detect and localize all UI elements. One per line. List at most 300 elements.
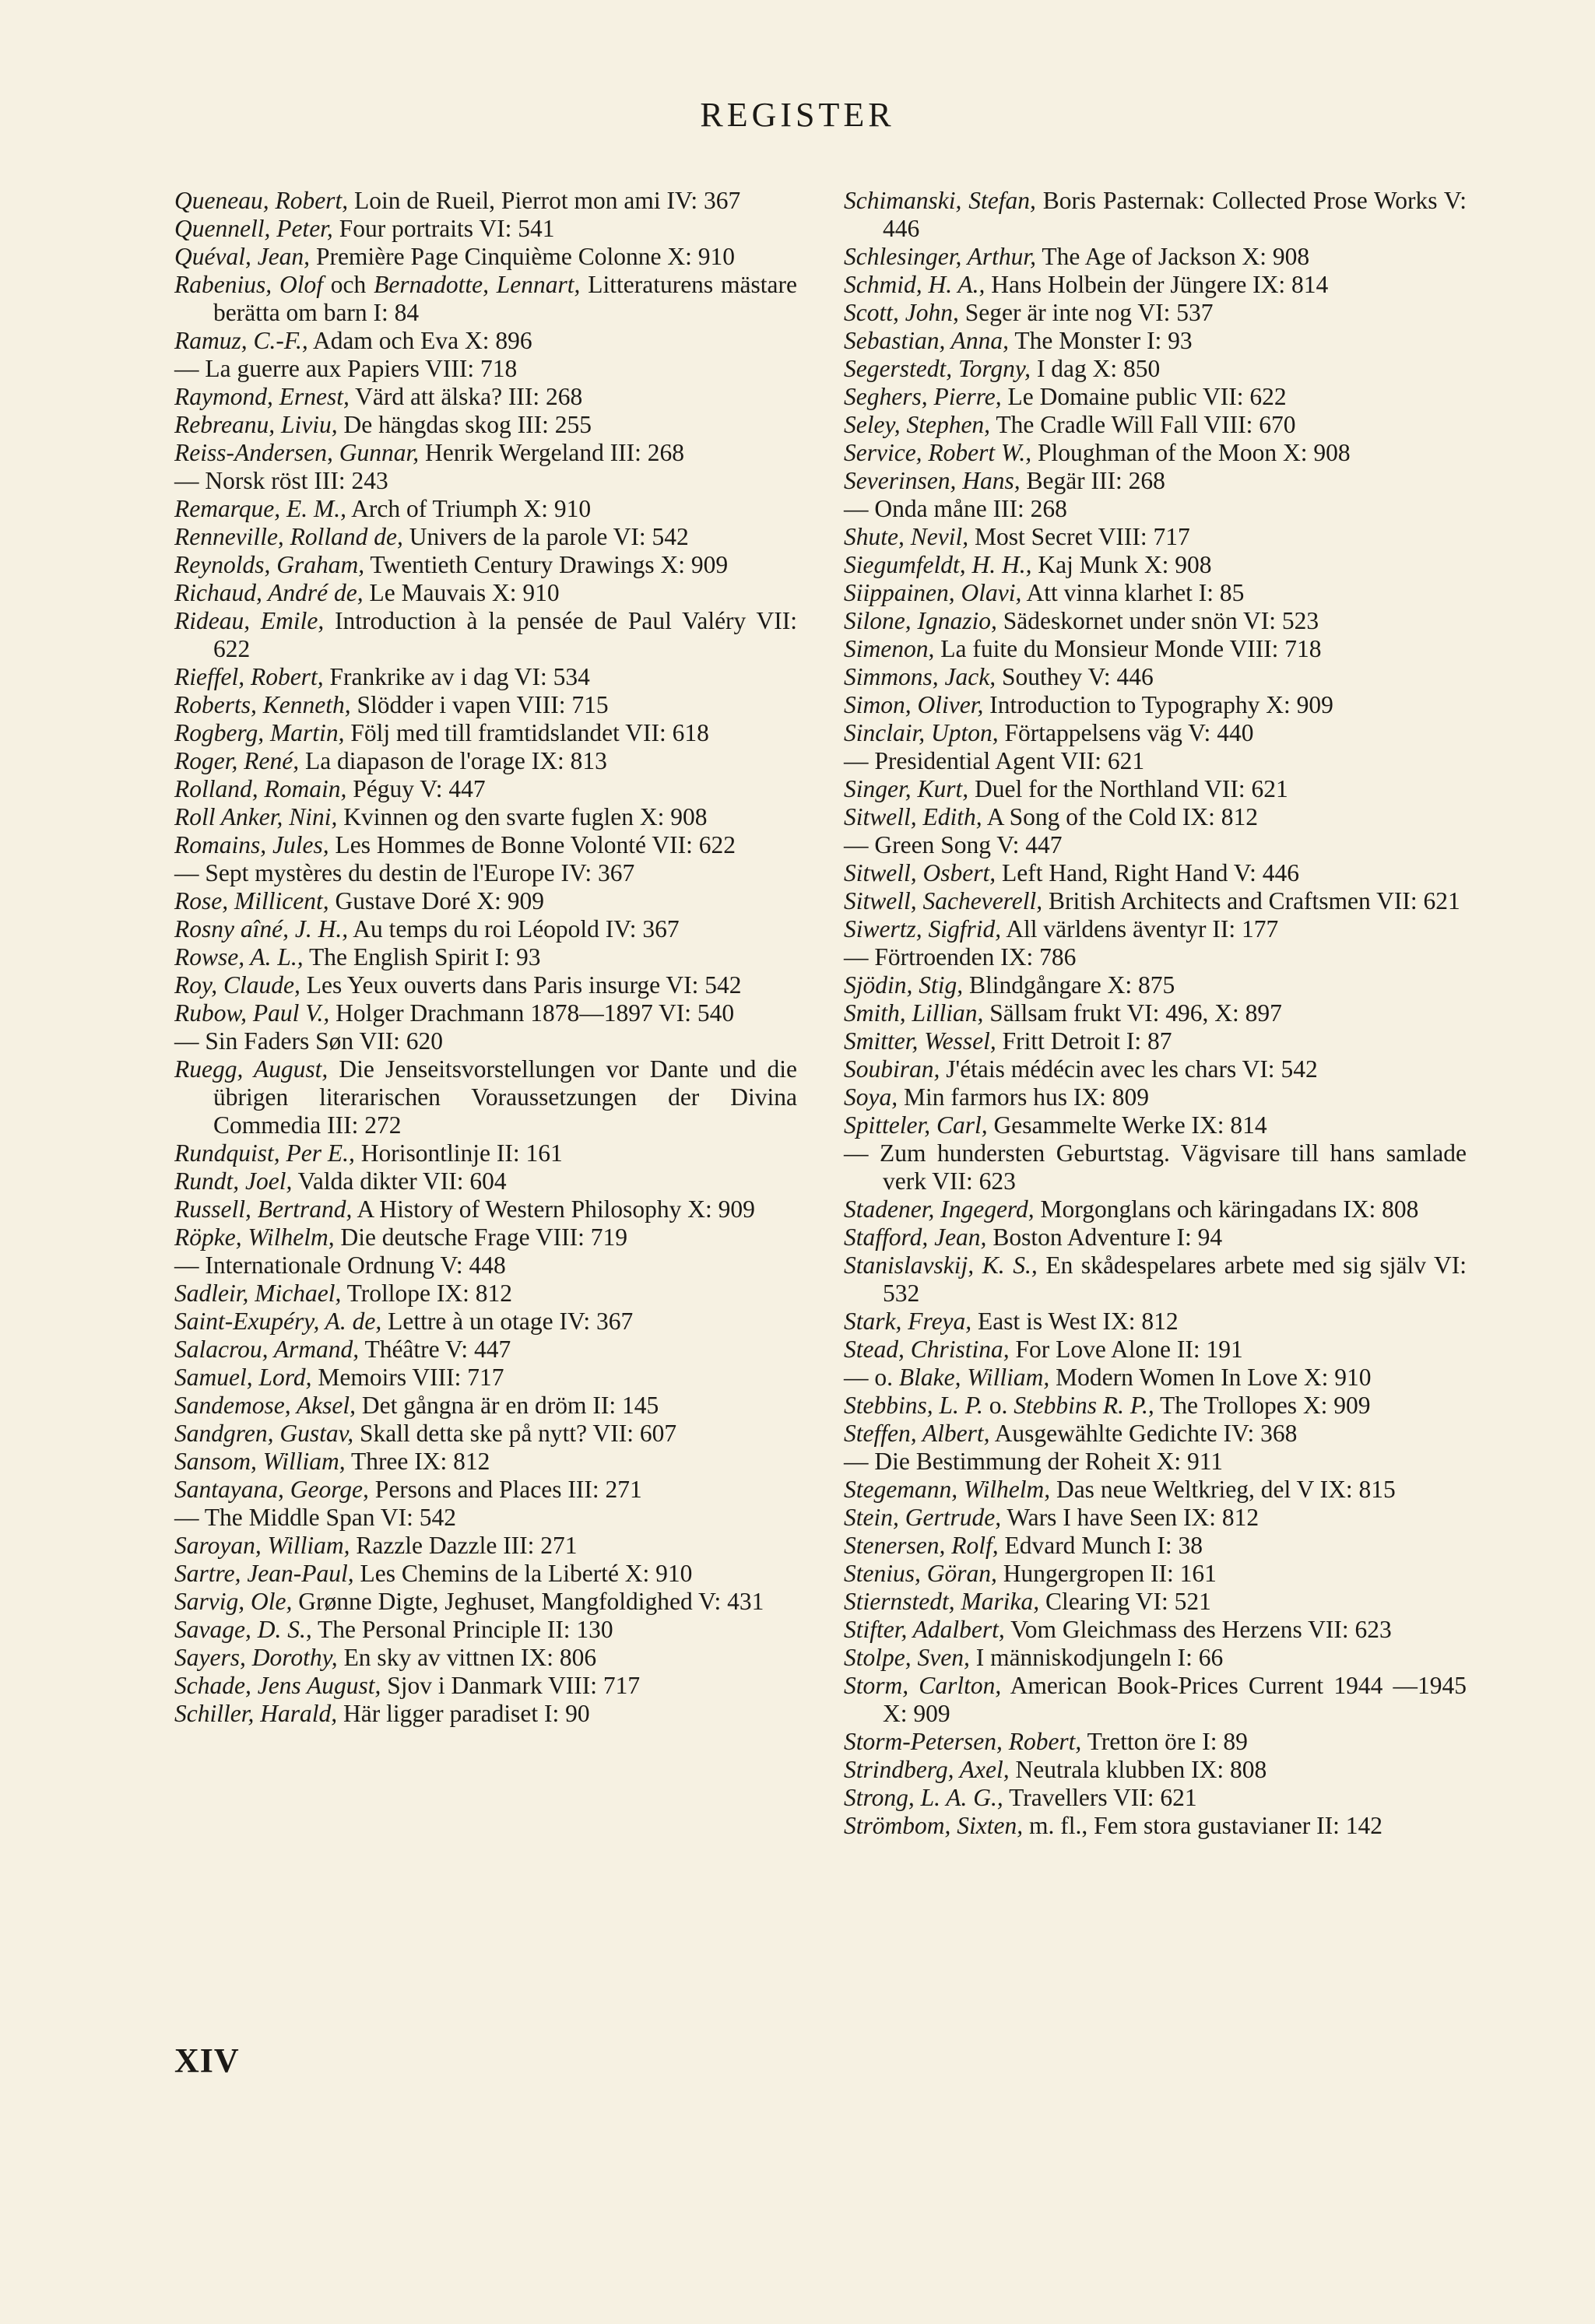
- index-entry: [844, 495, 1467, 523]
- index-entry: [844, 1336, 1467, 1364]
- entry-title: Memoirs VIII: 717: [311, 1364, 504, 1391]
- entry-author: Remarque, E. M.,: [174, 495, 347, 522]
- index-entry: [844, 1195, 1467, 1223]
- index-entry: [844, 1672, 1467, 1728]
- entry-author: Storm-Petersen, Robert,: [844, 1728, 1082, 1755]
- entry-author: Stadener, Ingegerd,: [844, 1195, 1035, 1223]
- entry-author: Sinclair, Upton,: [844, 719, 999, 746]
- index-entry: [174, 355, 797, 383]
- entry-author: Shute, Nevil,: [844, 523, 969, 550]
- entry-author: Quennell, Peter,: [174, 215, 333, 242]
- entry-title: Introduction to Typography X: 909: [983, 691, 1333, 718]
- index-entry: [844, 1756, 1467, 1784]
- entry-title: Seger är inte nog VI: 537: [958, 299, 1214, 326]
- entry-title: Arch of Triumph X: 910: [346, 495, 592, 522]
- page-title: REGISTER: [700, 96, 895, 134]
- entry-title: Hungergropen II: 161: [996, 1560, 1217, 1587]
- entry-title: — The Middle Span VI: 542: [174, 1504, 456, 1531]
- index-entry: [844, 383, 1467, 411]
- index-entry: [174, 1532, 797, 1560]
- entry-title: La diapason de l'orage IX: 813: [299, 747, 607, 774]
- entry-title: Boris Pasternak: Collected Prose Works V: 446: [883, 187, 1467, 242]
- entry-title: The Trollopes X: 909: [1154, 1392, 1371, 1419]
- entry-author: Rolland, Romain,: [174, 775, 347, 802]
- index-entry: [844, 1392, 1467, 1420]
- entry-title: The Personal Principle II: 130: [311, 1616, 613, 1643]
- entry-title: Här ligger paradiset I: 90: [337, 1700, 590, 1727]
- entry-author: Rebreanu, Liviu,: [174, 411, 338, 438]
- entry-title: American Book-Prices Current 1944 —1945 X: 909: [883, 1672, 1467, 1727]
- entry-title: Kaj Munk X: 908: [1031, 551, 1212, 578]
- entry-author: Sitwell, Osbert,: [844, 859, 996, 886]
- entry-title: — Green Song V: 447: [844, 831, 1063, 858]
- index-entry: [844, 943, 1467, 971]
- entry-title: — Internationale Ordnung V: 448: [174, 1252, 506, 1279]
- index-entry: [174, 1700, 797, 1728]
- entry-title: The Cradle Will Fall VIII: 670: [990, 411, 1296, 438]
- entry-author: Scott, John,: [844, 299, 959, 326]
- index-entry: [844, 1504, 1467, 1532]
- entry-title: Le Domaine public VII: 622: [1001, 383, 1287, 410]
- index-entry: [844, 859, 1467, 887]
- entry-title: Min farmors hus IX: 809: [898, 1083, 1149, 1111]
- entry-title: — Sept mystères du destin de l'Europe IV: 367: [174, 859, 635, 886]
- entry-title: Kvinnen og den svarte fuglen X: 908: [337, 803, 708, 830]
- entry-title: En sky av vittnen IX: 806: [337, 1644, 597, 1671]
- index-entry: [844, 1588, 1467, 1616]
- entry-author: Sandgren, Gustav,: [174, 1420, 354, 1447]
- entry-title: Travellers VII: 621: [1003, 1784, 1197, 1811]
- entry-title: Twentieth Century Drawings X: 909: [364, 551, 729, 578]
- entry-title: All världens äventyr II: 177: [1001, 915, 1279, 943]
- index-entry: [844, 523, 1467, 551]
- index-entry: [174, 187, 797, 215]
- entry-author: Rubow, Paul V.,: [174, 999, 330, 1027]
- index-entry: [844, 803, 1467, 831]
- index-entry: [174, 775, 797, 803]
- index-entry: [844, 1252, 1467, 1308]
- index-entry: [174, 243, 797, 271]
- entry-author: Sitwell, Sacheverell,: [844, 887, 1043, 915]
- index-entry: [844, 327, 1467, 355]
- entry-author: Schmid, H. A.,: [844, 271, 985, 298]
- index-entry: [844, 1223, 1467, 1252]
- entry-author: Rogberg, Martin,: [174, 719, 345, 746]
- index-entry: [844, 187, 1467, 243]
- entry-author: Roll Anker, Nini,: [174, 803, 338, 830]
- entry-title: Boston Adventure I: 94: [986, 1223, 1223, 1251]
- entry-title: Henrik Wergeland III: 268: [419, 439, 685, 466]
- entry-title: Razzle Dazzle III: 271: [350, 1532, 578, 1559]
- entry-author: Sjödin, Stig,: [844, 971, 964, 999]
- entry-author: Soubiran,: [844, 1055, 940, 1083]
- entry-author: Storm, Carlton,: [844, 1672, 1002, 1699]
- entry-title: Wars I have Seen IX: 812: [1001, 1504, 1259, 1531]
- index-entry: [844, 1055, 1467, 1083]
- index-entry: [174, 1364, 797, 1392]
- index-entry: [174, 607, 797, 663]
- entry-author: Rowse, A. L.,: [174, 943, 304, 971]
- index-entry: [844, 775, 1467, 803]
- entry-title: Valda dikter VII: 604: [292, 1167, 507, 1195]
- entry-author: Santayana, George,: [174, 1476, 369, 1503]
- entry-author: Stolpe, Sven,: [844, 1644, 970, 1671]
- entry-title: Blindgångare X: 875: [963, 971, 1175, 999]
- index-entry: [174, 1167, 797, 1195]
- entry-author: Seley, Stephen,: [844, 411, 991, 438]
- entry-title: Les Chemins de la Liberté X: 910: [353, 1560, 693, 1587]
- entry-author: Spitteler, Carl,: [844, 1111, 988, 1139]
- entry-author: Service, Robert W.,: [844, 439, 1032, 466]
- index-entry: [174, 1588, 797, 1616]
- entry-author: Strindberg, Axel,: [844, 1756, 1010, 1783]
- entry-title: Trollope IX: 812: [341, 1280, 512, 1307]
- entry-title: A History of Western Philosophy X: 909: [352, 1195, 755, 1223]
- index-column-right: [844, 187, 1467, 1840]
- entry-title: Tretton öre I: 89: [1081, 1728, 1248, 1755]
- entry-title: Horisontlinje II: 161: [354, 1139, 563, 1167]
- entry-author: Stegemann, Wilhelm,: [844, 1476, 1051, 1503]
- index-entry: [844, 243, 1467, 271]
- entry-author: Simenon,: [844, 635, 935, 662]
- entry-author: Renneville, Rolland de,: [174, 523, 403, 550]
- index-entry: [174, 523, 797, 551]
- entry-author: Sitwell, Edith,: [844, 803, 982, 830]
- entry-title: Sällsam frukt VI: 496, X: 897: [983, 999, 1282, 1027]
- entry-author: Richaud, André de,: [174, 579, 364, 606]
- entry-author: Rundt, Joel,: [174, 1167, 293, 1195]
- entry-title: — Zum hundersten Geburtstag. Vägvisare till hans samlade verk VII: 623: [844, 1139, 1467, 1195]
- entry-title: Att vinna klarhet I: 85: [1021, 579, 1245, 606]
- entry-title: Litteraturens mästare berätta om barn I: 84: [213, 271, 797, 326]
- entry-title: Die Jenseitsvorstellungen vor Dante und die übrigen literarischen Voraussetzungen der Divina Commedia III: 272: [213, 1055, 798, 1139]
- entry-title: I människodjungeln I: 66: [969, 1644, 1224, 1671]
- entry-title: The Age of Jackson X: 908: [1036, 243, 1310, 270]
- entry-author: Ramuz, C.-F.,: [174, 327, 308, 354]
- entry-author: Siippainen, Olavi,: [844, 579, 1022, 606]
- index-entry: [174, 1055, 797, 1139]
- index-entry: [174, 1252, 797, 1280]
- index-entry: [844, 439, 1467, 467]
- entry-title: Ausgewählte Gedichte IV: 368: [989, 1420, 1298, 1447]
- entry-author: Rideau, Emile,: [174, 607, 325, 634]
- entry-title: Four portraits VI: 541: [332, 215, 555, 242]
- index-entry: [844, 1111, 1467, 1139]
- entry-author: Reiss-Andersen, Gunnar,: [174, 439, 420, 466]
- entry-title: Le Mauvais X: 910: [363, 579, 560, 606]
- entry-author: Strömbom, Sixten,: [844, 1812, 1024, 1839]
- entry-title: The English Spirit I: 93: [303, 943, 541, 971]
- index-entry: [844, 299, 1467, 327]
- entry-author: Simon, Oliver,: [844, 691, 984, 718]
- entry-author: Saroyan, William,: [174, 1532, 350, 1559]
- index-entry: [844, 1728, 1467, 1756]
- entry-title: Most Secret VIII: 717: [968, 523, 1190, 550]
- entry-author: Stebbins, L. P.: [844, 1392, 983, 1419]
- entry-title: Au temps du roi Léopold IV: 367: [348, 915, 680, 943]
- index-entry: [174, 1448, 797, 1476]
- index-entry: [174, 719, 797, 747]
- index-entry: [174, 467, 797, 495]
- entry-author: Schiller, Harald,: [174, 1700, 338, 1727]
- index-entry: [174, 1504, 797, 1532]
- index-entry: [174, 327, 797, 355]
- entry-title: — Sin Faders Søn VII: 620: [174, 1027, 444, 1055]
- entry-title: British Architects and Craftsmen VII: 621: [1042, 887, 1460, 915]
- entry-author: Sayers, Dorothy,: [174, 1644, 338, 1671]
- entry-title: Morgonglans och käringadans IX: 808: [1034, 1195, 1419, 1223]
- entry-title: Persons and Places III: 271: [368, 1476, 642, 1503]
- entry-author: Reynolds, Graham,: [174, 551, 365, 578]
- index-entry: [844, 887, 1467, 915]
- entry-author: Sartre, Jean-Paul,: [174, 1560, 354, 1587]
- entry-title: Holger Drachmann 1878—1897 VI: 540: [329, 999, 735, 1027]
- entry-title: Gesammelte Werke IX: 814: [987, 1111, 1267, 1139]
- entry-title: Skall detta ske på nytt? VII: 607: [353, 1420, 677, 1447]
- entry-author: Savage, D. S.,: [174, 1616, 312, 1643]
- entry-author: Stark, Freya,: [844, 1308, 972, 1335]
- entry-title: Sjov i Danmark VIII: 717: [381, 1672, 641, 1699]
- entry-title: Hans Holbein der Jüngere IX: 814: [985, 271, 1329, 298]
- index-entry: [844, 411, 1467, 439]
- entry-author: Smith, Lillian,: [844, 999, 984, 1027]
- index-entry: [174, 495, 797, 523]
- entry-author: Sandemose, Aksel,: [174, 1392, 356, 1419]
- entry-author: Stifter, Adalbert,: [844, 1616, 1005, 1643]
- entry-title: Neutrala klubben IX: 808: [1009, 1756, 1267, 1783]
- entry-author: Schlesinger, Arthur,: [844, 243, 1037, 270]
- entry-title: och: [322, 271, 374, 298]
- entry-author: Samuel, Lord,: [174, 1364, 312, 1391]
- index-entry: [844, 1784, 1467, 1812]
- entry-title: The Monster I: 93: [1009, 327, 1193, 354]
- entry-author: Roberts, Kenneth,: [174, 691, 351, 718]
- index-entry: [174, 663, 797, 691]
- index-entry: [844, 1812, 1467, 1840]
- entry-title: East is West IX: 812: [971, 1308, 1179, 1335]
- entry-author: Strong, L. A. G.,: [844, 1784, 1003, 1811]
- index-entry: [174, 271, 797, 327]
- entry-title: Det gångna är en dröm II: 145: [356, 1392, 659, 1419]
- entry-title: Förtappelsens väg V: 440: [998, 719, 1254, 746]
- index-entry: [174, 803, 797, 831]
- entry-author: Stebbins R. P.,: [1014, 1392, 1154, 1419]
- entry-title: Ploughman of the Moon X: 908: [1031, 439, 1351, 466]
- index-entry: [174, 579, 797, 607]
- index-entry: [174, 943, 797, 971]
- entry-author: Bernadotte, Lennart,: [374, 271, 581, 298]
- entry-title: Les Yeux ouverts dans Paris insurge VI: 542: [300, 971, 742, 999]
- index-entry: [844, 579, 1467, 607]
- index-entry: [844, 1560, 1467, 1588]
- entry-author: Romains, Jules,: [174, 831, 329, 858]
- entry-title: Southey V: 446: [996, 663, 1154, 690]
- entry-title: — Onda måne III: 268: [844, 495, 1067, 522]
- page-number: XIV: [174, 2041, 240, 2080]
- entry-title: Vom Gleichmass des Herzens VII: 623: [1004, 1616, 1392, 1643]
- entry-author: Silone, Ignazio,: [844, 607, 997, 634]
- entry-author: Raymond, Ernest,: [174, 383, 350, 410]
- entry-author: Seghers, Pierre,: [844, 383, 1002, 410]
- index-entry: [174, 915, 797, 943]
- index-entry: [174, 439, 797, 467]
- entry-title: — Presidential Agent VII: 621: [844, 747, 1145, 774]
- entry-title: Fritt Detroit I: 87: [996, 1027, 1172, 1055]
- index-entry: [844, 663, 1467, 691]
- index-entry: [174, 747, 797, 775]
- entry-author: Ruegg, August,: [174, 1055, 328, 1083]
- entry-author: Stanislavskij, K. S.,: [844, 1252, 1038, 1279]
- index-entry: [844, 1027, 1467, 1055]
- index-entry: [844, 355, 1467, 383]
- entry-author: Schade, Jens August,: [174, 1672, 381, 1699]
- entry-title: Première Page Cinquième Colonne X: 910: [310, 243, 735, 270]
- index-entry: [844, 1448, 1467, 1476]
- index-entry: [844, 1364, 1467, 1392]
- entry-author: Stein, Gertrude,: [844, 1504, 1002, 1531]
- entry-title: m. fl., Fem stora gustavianer II: 142: [1023, 1812, 1383, 1839]
- index-entry: [844, 551, 1467, 579]
- index-entry: [844, 971, 1467, 999]
- index-entry: [844, 831, 1467, 859]
- entry-title: — Norsk röst III: 243: [174, 467, 388, 494]
- index-entry: [844, 607, 1467, 635]
- index-entry: [174, 411, 797, 439]
- index-entry: [174, 887, 797, 915]
- entry-author: Rosny aîné, J. H.,: [174, 915, 349, 943]
- index-entry: [174, 691, 797, 719]
- entry-author: Blake, William,: [898, 1364, 1050, 1391]
- index-entry: [844, 915, 1467, 943]
- entry-title: Péguy V: 447: [346, 775, 486, 802]
- entry-author: Rundquist, Per E.,: [174, 1139, 355, 1167]
- index-entry: [174, 1223, 797, 1252]
- entry-author: Severinsen, Hans,: [844, 467, 1021, 494]
- index-entry: [174, 383, 797, 411]
- index-entry: [844, 1476, 1467, 1504]
- index-entry: [844, 271, 1467, 299]
- index-entry: [174, 1420, 797, 1448]
- entry-title: Sädeskornet under snön VI: 523: [996, 607, 1319, 634]
- index-entry: [844, 1083, 1467, 1111]
- entry-title: For Love Alone II: 191: [1009, 1336, 1243, 1363]
- entry-author: Queneau, Robert,: [174, 187, 349, 214]
- entry-title: Gustave Doré X: 909: [328, 887, 545, 915]
- entry-author: Simmons, Jack,: [844, 663, 996, 690]
- entry-author: Rose, Millicent,: [174, 887, 329, 915]
- entry-author: Stenius, Göran,: [844, 1560, 997, 1587]
- entry-title: Les Hommes de Bonne Volonté VII: 622: [328, 831, 736, 858]
- entry-title: De hängdas skog III: 255: [337, 411, 592, 438]
- index-entry: [174, 1560, 797, 1588]
- entry-author: Rabenius, Olof: [174, 271, 323, 298]
- entry-author: Stiernstedt, Marika,: [844, 1588, 1040, 1615]
- entry-title: A Song of the Cold IX: 812: [982, 803, 1259, 830]
- index-entry: [844, 999, 1467, 1027]
- index-entry: [174, 1392, 797, 1420]
- index-entry: [174, 215, 797, 243]
- index-entry: [174, 999, 797, 1027]
- entry-title: — Die Bestimmung der Roheit X: 911: [844, 1448, 1224, 1475]
- entry-author: Sansom, William,: [174, 1448, 346, 1475]
- entry-author: Segerstedt, Torgny,: [844, 355, 1031, 382]
- index-entry: [174, 1139, 797, 1167]
- entry-title: En skådespelares arbete med sig själv VI: 532: [883, 1252, 1467, 1307]
- entry-author: Röpke, Wilhelm,: [174, 1223, 335, 1251]
- entry-author: Stead, Christina,: [844, 1336, 1010, 1363]
- index-entry: [174, 1476, 797, 1504]
- entry-title: Introduction à la pensée de Paul Valéry VII: 622: [213, 607, 798, 662]
- entry-title: Das neue Weltkrieg, del V IX: 815: [1050, 1476, 1396, 1503]
- index-entry: [844, 1420, 1467, 1448]
- entry-title: Théâtre V: 447: [359, 1336, 511, 1363]
- index-column-left: [174, 187, 797, 1728]
- entry-author: Steffen, Albert,: [844, 1420, 990, 1447]
- entry-title: Begär III: 268: [1020, 467, 1165, 494]
- entry-author: Rieffel, Robert,: [174, 663, 324, 690]
- entry-title: — Förtroenden IX: 786: [844, 943, 1077, 971]
- index-entry: [174, 859, 797, 887]
- entry-title: — La guerre aux Papiers VIII: 718: [174, 355, 518, 382]
- index-entry: [844, 467, 1467, 495]
- entry-title: La fuite du Monsieur Monde VIII: 718: [934, 635, 1322, 662]
- index-entry: [174, 1672, 797, 1700]
- index-entry: [844, 1139, 1467, 1195]
- entry-title: Three IX: 812: [345, 1448, 490, 1475]
- entry-title: Adam och Eva X: 896: [307, 327, 532, 354]
- index-entry: [844, 1532, 1467, 1560]
- index-entry: [844, 691, 1467, 719]
- entry-title: I dag X: 850: [1031, 355, 1161, 382]
- entry-author: Singer, Kurt,: [844, 775, 969, 802]
- entry-title: Frankrike av i dag VI: 534: [323, 663, 590, 690]
- entry-title: Univers de la parole VI: 542: [402, 523, 689, 550]
- entry-author: Sebastian, Anna,: [844, 327, 1010, 354]
- index-entry: [174, 551, 797, 579]
- index-entry: [844, 635, 1467, 663]
- entry-author: Saint-Exupéry, A. de,: [174, 1308, 382, 1335]
- entry-author: Schimanski, Stefan,: [844, 187, 1036, 214]
- index-entry: [174, 1616, 797, 1644]
- entry-title: Edvard Munch I: 38: [998, 1532, 1203, 1559]
- entry-title: o.: [982, 1392, 1014, 1419]
- entry-title: Duel for the Northland VII: 621: [968, 775, 1288, 802]
- index-entry: [844, 1308, 1467, 1336]
- entry-author: Russell, Bertrand,: [174, 1195, 353, 1223]
- entry-title: Die deutsche Frage VIII: 719: [334, 1223, 628, 1251]
- entry-author: Stafford, Jean,: [844, 1223, 987, 1251]
- entry-title: Lettre à un otage IV: 367: [381, 1308, 634, 1335]
- index-entry: [174, 831, 797, 859]
- entry-title: Följ med till framtidslandet VII: 618: [344, 719, 709, 746]
- entry-author: Roger, René,: [174, 747, 300, 774]
- entry-title: — o.: [844, 1364, 899, 1391]
- index-entry: [174, 1027, 797, 1055]
- index-entry: [844, 1616, 1467, 1644]
- entry-title: J'étais médécin avec les chars VI: 542: [940, 1055, 1318, 1083]
- entry-author: Salacrou, Armand,: [174, 1336, 360, 1363]
- entry-title: Slödder i vapen VIII: 715: [350, 691, 609, 718]
- entry-author: Sarvig, Ole,: [174, 1588, 293, 1615]
- entry-title: Grønne Digte, Jeghuset, Mangfoldighed V: 431: [292, 1588, 764, 1615]
- entry-author: Sadleir, Michael,: [174, 1280, 342, 1307]
- entry-author: Roy, Claude,: [174, 971, 300, 999]
- index-entry: [174, 1308, 797, 1336]
- entry-title: Clearing VI: 521: [1039, 1588, 1211, 1615]
- entry-author: Stenersen, Rolf,: [844, 1532, 999, 1559]
- index-entry: [174, 1336, 797, 1364]
- index-entry: [844, 1644, 1467, 1672]
